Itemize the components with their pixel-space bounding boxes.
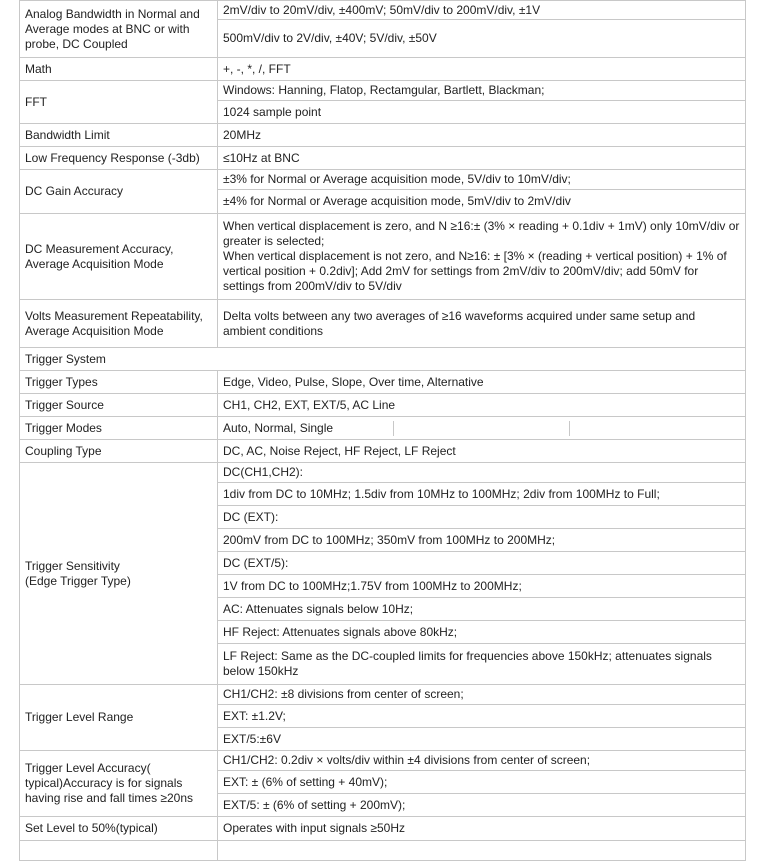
- spec-value: EXT: ± (6% of setting + 40mV);: [218, 771, 746, 794]
- spec-label-empty: [20, 841, 218, 861]
- spec-value: AC: Attenuates signals below 10Hz;: [218, 598, 746, 621]
- spec-label: DC Measurement Accuracy, Average Acquisition Mode: [20, 214, 218, 300]
- spec-label: FFT: [20, 81, 218, 124]
- empty-cell: [393, 421, 569, 436]
- spec-value: 500mV/div to 2V/div, ±40V; 5V/div, ±50V: [218, 20, 746, 58]
- table-row: [20, 685, 746, 705]
- spec-label-line: (Edge Trigger Type): [25, 573, 131, 588]
- spec-value: 200mV from DC to 100MHz; 350mV from 100MHz to 200MHz;: [218, 529, 746, 552]
- spec-value: ±3% for Normal or Average acquisition mode, 5V/div to 10mV/div;: [218, 170, 746, 190]
- spec-value: ≤10Hz at BNC: [218, 147, 746, 170]
- table-row-bottom-partial: [20, 841, 746, 861]
- spec-value-line: When vertical displacement is not zero, and N≥16: ± [3% × (reading + vertical position) + 1% of vertical position + 0.2div]; Add 2mV for settings from 2mV/div to 200mV/div; add 50mV for settings from 200mV/div to 5V/div: [223, 249, 727, 293]
- spec-label: Low Frequency Response (-3db): [20, 147, 218, 170]
- spec-table: [19, 0, 746, 861]
- spec-value: EXT/5: ± (6% of setting + 200mV);: [218, 794, 746, 817]
- spec-label: Coupling Type: [20, 440, 218, 463]
- spec-value: DC(CH1,CH2):: [218, 463, 746, 483]
- spec-value-line: When vertical displacement is zero, and N ≥16:± (3% × reading + 0.1div + 1mV) only 10mV/div or greater is selected;: [223, 219, 740, 248]
- spec-value: [218, 214, 746, 300]
- spec-value: 1V from DC to 100MHz;1.75V from 100MHz to 200MHz;: [218, 575, 746, 598]
- spec-label: Analog Bandwidth in Normal and Average modes at BNC or with probe, DC Coupled: [20, 1, 218, 58]
- spec-value-text: Auto, Normal, Single: [223, 420, 334, 435]
- split-cells: [218, 421, 745, 436]
- table-row: [20, 81, 746, 101]
- spec-value: 20MHz: [218, 124, 746, 147]
- table-row: [20, 440, 746, 463]
- spec-value: Windows: Hanning, Flatop, Rectamgular, Bartlett, Blackman;: [218, 81, 746, 101]
- spec-label: Bandwidth Limit: [20, 124, 218, 147]
- spec-value: ±4% for Normal or Average acquisition mode, 5mV/div to 2mV/div: [218, 190, 746, 214]
- table-row: [20, 463, 746, 483]
- table-row: [20, 394, 746, 417]
- table-row: [20, 170, 746, 190]
- section-heading: Trigger System: [20, 348, 746, 371]
- spec-value: Delta volts between any two averages of ≥16 waveforms acquired under same setup and ambient conditions: [218, 300, 746, 348]
- spec-value: +, -, *, /, FFT: [218, 58, 746, 81]
- spec-value: CH1/CH2: 0.2div × volts/div within ±4 divisions from center of screen;: [218, 751, 746, 771]
- table-row: [20, 147, 746, 170]
- table-row: [20, 751, 746, 771]
- spec-value: Edge, Video, Pulse, Slope, Over time, Alternative: [218, 371, 746, 394]
- spec-value: Operates with input signals ≥50Hz: [218, 817, 746, 841]
- spec-value: 1024 sample point: [218, 101, 746, 124]
- spec-value: 2mV/div to 20mV/div, ±400mV; 50mV/div to 200mV/div, ±1V: [218, 1, 746, 20]
- spec-label: Set Level to 50%(typical): [20, 817, 218, 841]
- table-row: [20, 124, 746, 147]
- table-row: [20, 1, 746, 20]
- spec-value: [218, 417, 746, 440]
- spec-value: EXT/5:±6V: [218, 728, 746, 751]
- spec-value: HF Reject: Attenuates signals above 80kHz;: [218, 621, 746, 644]
- table-row: [20, 300, 746, 348]
- spec-label: Trigger Modes: [20, 417, 218, 440]
- table-row: [20, 58, 746, 81]
- spec-value-empty: [218, 841, 746, 861]
- table-row: [20, 417, 746, 440]
- table-row: [20, 817, 746, 841]
- empty-cell: [569, 421, 745, 436]
- spec-label: Math: [20, 58, 218, 81]
- spec-label: [20, 463, 218, 685]
- spec-label: Trigger Level Accuracy( typical)Accuracy is for signals having rise and fall times ≥20ns: [20, 751, 218, 817]
- table-row: [20, 371, 746, 394]
- spec-value: LF Reject: Same as the DC-coupled limits for frequencies above 150kHz; attenuates signals below 150kHz: [218, 644, 746, 685]
- spec-label: Trigger Level Range: [20, 685, 218, 751]
- table-row: [20, 348, 746, 371]
- spec-value: DC (EXT):: [218, 506, 746, 529]
- spec-label: Trigger Types: [20, 371, 218, 394]
- spec-value: 1div from DC to 10MHz; 1.5div from 10MHz to 100MHz; 2div from 100MHz to Full;: [218, 483, 746, 506]
- spec-value: DC, AC, Noise Reject, HF Reject, LF Reject: [218, 440, 746, 463]
- spec-label-line: Trigger Sensitivity: [25, 558, 120, 573]
- spec-label: Volts Measurement Repeatability, Average Acquisition Mode: [20, 300, 218, 348]
- spec-label: DC Gain Accuracy: [20, 170, 218, 214]
- spec-value: DC (EXT/5):: [218, 552, 746, 575]
- spec-value: CH1, CH2, EXT, EXT/5, AC Line: [218, 394, 746, 417]
- spec-label: Trigger Source: [20, 394, 218, 417]
- spec-value: EXT: ±1.2V;: [218, 705, 746, 728]
- table-row: [20, 214, 746, 300]
- spec-value: CH1/CH2: ±8 divisions from center of screen;: [218, 685, 746, 705]
